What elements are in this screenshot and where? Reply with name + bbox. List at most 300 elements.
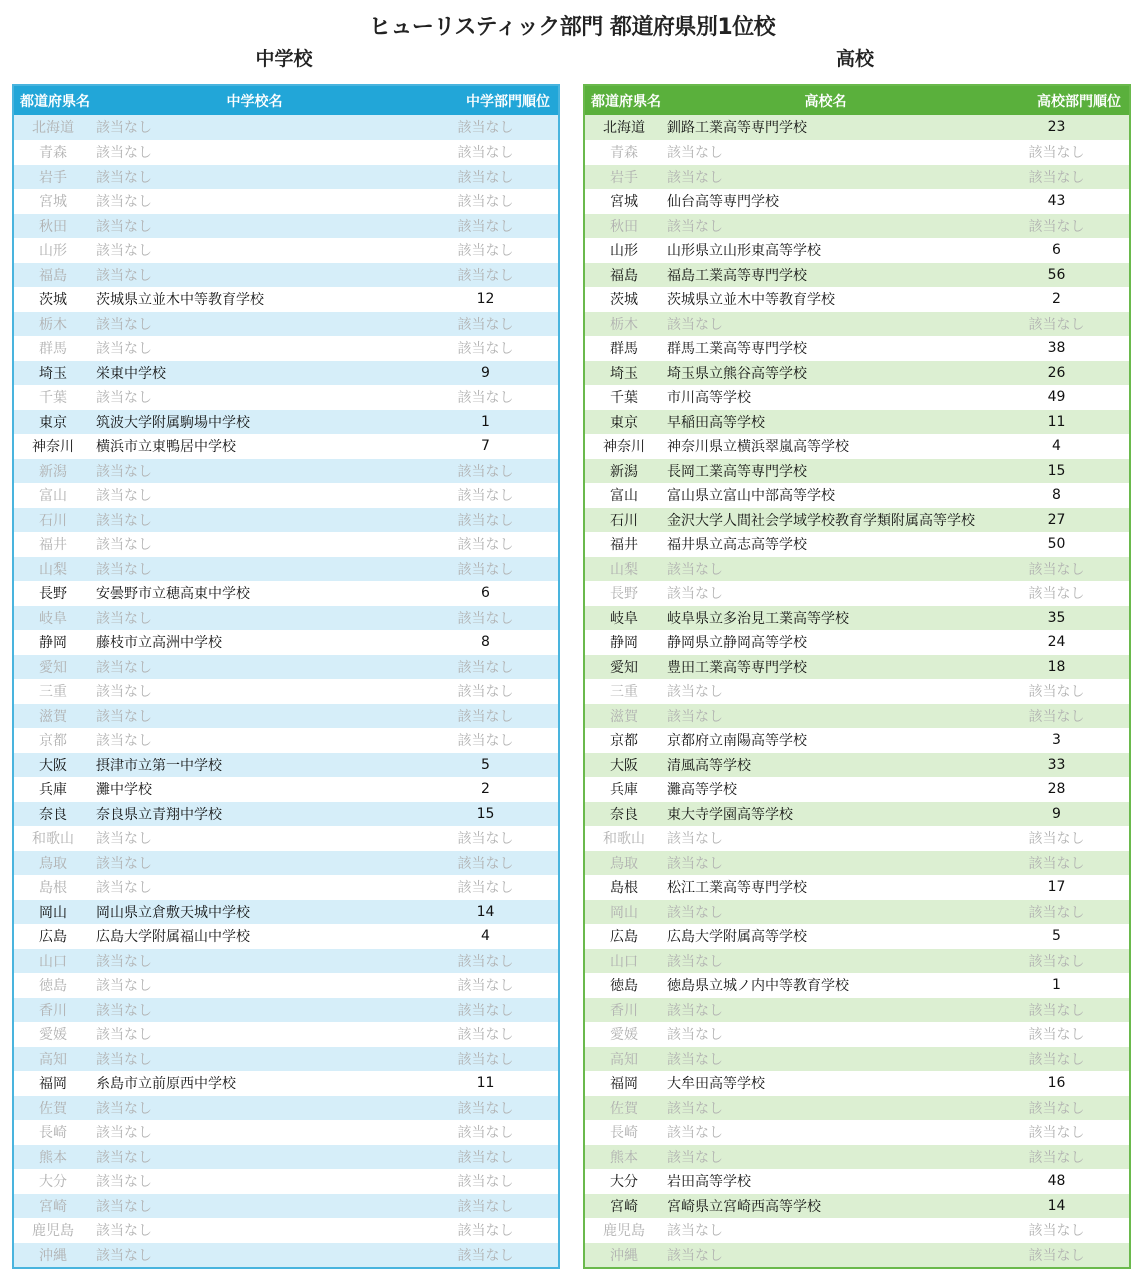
cell-rank: 9 [1052, 805, 1061, 822]
cell-rank: 該当なし [1028, 855, 1085, 872]
cell-pref: 長野 [610, 586, 638, 603]
header-pref: 都道府県名 [20, 93, 90, 110]
senior-table-header [585, 86, 1129, 115]
table-row [585, 826, 1129, 851]
cell-school: 奈良県立青翔中学校 [96, 806, 222, 823]
cell-school: 該当なし [96, 390, 152, 407]
cell-pref: 栃木 [39, 316, 67, 333]
cell-pref: 宮崎 [39, 1198, 67, 1215]
cell-school: 該当なし [667, 145, 723, 162]
cell-school: 山形県立山形東高等学校 [667, 243, 821, 260]
cell-pref: 大分 [39, 1174, 67, 1191]
cell-pref: 奈良 [39, 806, 67, 823]
cell-school: 該当なし [96, 120, 152, 137]
cell-school: 清風高等学校 [667, 757, 751, 774]
cell-rank: 該当なし [457, 1198, 514, 1215]
cell-school: 灘高等学校 [667, 782, 737, 799]
junior-section-title: 中学校 [255, 48, 313, 70]
cell-rank: 4 [481, 928, 490, 945]
cell-pref: 埼玉 [610, 365, 638, 382]
table-row [14, 752, 558, 777]
cell-rank: 11 [476, 1075, 495, 1092]
cell-pref: 徳島 [39, 978, 67, 995]
table-row [14, 1022, 558, 1047]
cell-school: 該当なし [96, 978, 152, 995]
table-row [585, 434, 1129, 459]
table-row [14, 434, 558, 459]
cell-pref: 岡山 [39, 904, 67, 921]
cell-rank: 該当なし [1028, 1223, 1085, 1240]
cell-pref: 北海道 [603, 120, 645, 137]
table-row [585, 997, 1129, 1022]
cell-pref: 宮城 [610, 194, 638, 211]
table-row [585, 1046, 1129, 1071]
cell-school: 該当なし [667, 953, 723, 970]
cell-pref: 兵庫 [39, 782, 67, 799]
cell-rank: 該当なし [457, 488, 514, 505]
table-row [585, 875, 1129, 900]
cell-school: 京都府立南陽高等学校 [667, 733, 807, 750]
cell-school: 大牟田高等学校 [667, 1076, 765, 1093]
table-row [585, 1022, 1129, 1047]
cell-rank: 該当なし [457, 267, 514, 284]
cell-school: 該当なし [667, 1002, 723, 1019]
table-row [14, 679, 558, 704]
cell-pref: 埼玉 [39, 365, 67, 382]
cell-rank: 該当なし [457, 316, 514, 333]
cell-rank: 該当なし [1028, 1125, 1085, 1142]
cell-rank: 該当なし [1028, 1149, 1085, 1166]
cell-rank: 該当なし [457, 978, 514, 995]
cell-school: 藤枝市立高洲中学校 [96, 635, 222, 652]
table-row [585, 483, 1129, 508]
cell-rank: 8 [1052, 487, 1061, 504]
cell-rank: 16 [1047, 1075, 1066, 1092]
table-row [14, 360, 558, 385]
cell-rank: 2 [481, 781, 490, 798]
cell-rank: 17 [1047, 879, 1066, 896]
cell-rank: 該当なし [457, 512, 514, 529]
table-row [14, 1144, 558, 1169]
senior-table [583, 84, 1131, 1269]
cell-school: 該当なし [96, 488, 152, 505]
senior-rows [585, 115, 1129, 1267]
cell-rank: 該当なし [1028, 169, 1085, 186]
cell-rank: 5 [481, 756, 490, 773]
cell-pref: 長崎 [39, 1125, 67, 1142]
cell-pref: 静岡 [610, 635, 638, 652]
cell-rank: 該当なし [457, 1100, 514, 1117]
cell-rank: 該当なし [457, 194, 514, 211]
cell-pref: 神奈川 [603, 439, 645, 456]
cell-school: 該当なし [96, 145, 152, 162]
cell-pref: 熊本 [39, 1149, 67, 1166]
cell-pref: 広島 [610, 929, 638, 946]
cell-school: 該当なし [96, 1027, 152, 1044]
cell-rank: 6 [1052, 242, 1061, 259]
table-row [14, 1193, 558, 1218]
cell-school: 該当なし [96, 1125, 152, 1142]
cell-rank: 2 [1052, 291, 1061, 308]
cell-rank: 該当なし [457, 1125, 514, 1142]
cell-rank: 該当なし [457, 243, 514, 260]
cell-school: 灘中学校 [96, 782, 152, 799]
header-school: 高校名 [804, 93, 847, 110]
table-row [14, 728, 558, 753]
cell-school: 該当なし [96, 1223, 152, 1240]
cell-school: 該当なし [96, 341, 152, 358]
cell-school: 該当なし [96, 1051, 152, 1068]
cell-rank: 該当なし [457, 169, 514, 186]
cell-rank: 8 [481, 634, 490, 651]
cell-pref: 島根 [610, 880, 638, 897]
cell-pref: 福井 [610, 537, 638, 554]
cell-school: 該当なし [667, 831, 723, 848]
cell-pref: 山形 [610, 243, 638, 260]
table-row [14, 507, 558, 532]
cell-school: 松江工業高等専門学校 [667, 880, 807, 897]
cell-rank: 該当なし [457, 145, 514, 162]
cell-rank: 38 [1047, 340, 1066, 357]
cell-rank: 4 [1052, 438, 1061, 455]
cell-pref: 和歌山 [32, 831, 74, 848]
cell-pref: 佐賀 [610, 1100, 638, 1117]
cell-school: 徳島県立城ノ内中等教育学校 [667, 978, 849, 995]
cell-rank: 該当なし [457, 390, 514, 407]
cell-rank: 該当なし [457, 684, 514, 701]
cell-school: 該当なし [96, 610, 152, 627]
cell-pref: 岐阜 [39, 610, 67, 627]
cell-rank: 該当なし [457, 1051, 514, 1068]
cell-school: 該当なし [96, 267, 152, 284]
cell-rank: 48 [1047, 1173, 1066, 1190]
table-row [585, 385, 1129, 410]
table-row [14, 238, 558, 263]
cell-school: 該当なし [667, 1100, 723, 1117]
cell-pref: 静岡 [39, 635, 67, 652]
cell-rank: 該当なし [1028, 684, 1085, 701]
cell-rank: 該当なし [457, 855, 514, 872]
cell-pref: 沖縄 [610, 1247, 638, 1264]
cell-pref: 青森 [610, 145, 638, 162]
cell-rank: 50 [1047, 536, 1066, 553]
cell-rank: 該当なし [1028, 561, 1085, 578]
table-row [14, 997, 558, 1022]
cell-rank: 26 [1047, 364, 1066, 381]
table-row [14, 703, 558, 728]
header-pref: 都道府県名 [591, 93, 661, 110]
table-row [14, 483, 558, 508]
table-row [14, 1242, 558, 1267]
cell-pref: 沖縄 [39, 1247, 67, 1264]
cell-pref: 滋賀 [39, 708, 67, 725]
table-row [14, 140, 558, 165]
cell-pref: 三重 [39, 684, 67, 701]
cell-school: 該当なし [96, 512, 152, 529]
cell-pref: 東京 [39, 414, 67, 431]
cell-rank: 18 [1047, 658, 1066, 675]
table-row [585, 1169, 1129, 1194]
table-row [585, 924, 1129, 949]
cell-pref: 高知 [610, 1051, 638, 1068]
table-row [14, 1071, 558, 1096]
table-row [585, 605, 1129, 630]
cell-rank: 該当なし [1028, 586, 1085, 603]
cell-school: 神奈川県立横浜翠嵐高等学校 [667, 439, 849, 456]
table-row [14, 287, 558, 312]
cell-rank: 24 [1047, 634, 1066, 651]
cell-rank: 該当なし [457, 733, 514, 750]
cell-pref: 富山 [610, 488, 638, 505]
cell-pref: 鳥取 [610, 855, 638, 872]
cell-pref: 富山 [39, 488, 67, 505]
table-row [585, 973, 1129, 998]
cell-rank: 11 [1047, 413, 1066, 430]
table-row [585, 189, 1129, 214]
table-row [14, 1046, 558, 1071]
cell-pref: 福岡 [610, 1076, 638, 1093]
cell-school: 該当なし [667, 1027, 723, 1044]
cell-rank: 該当なし [1028, 1051, 1085, 1068]
table-row [585, 752, 1129, 777]
cell-school: 福島工業高等専門学校 [667, 267, 807, 284]
cell-pref: 新潟 [610, 463, 638, 480]
cell-pref: 福井 [39, 537, 67, 554]
cell-school: 岩田高等学校 [667, 1174, 751, 1191]
cell-rank: 該当なし [1028, 1027, 1085, 1044]
cell-school: 群馬工業高等専門学校 [667, 341, 807, 358]
table-row [585, 1218, 1129, 1243]
cell-rank: 該当なし [457, 659, 514, 676]
cell-rank: 27 [1047, 511, 1066, 528]
cell-rank: 該当なし [1028, 708, 1085, 725]
cell-school: 豊田工業高等専門学校 [667, 659, 807, 676]
cell-rank: 15 [476, 805, 495, 822]
cell-school: 岐阜県立多治見工業高等学校 [667, 610, 849, 627]
cell-pref: 新潟 [39, 463, 67, 480]
cell-school: 該当なし [96, 684, 152, 701]
cell-pref: 徳島 [610, 978, 638, 995]
table-row [14, 115, 558, 140]
table-row [585, 556, 1129, 581]
table-row [585, 336, 1129, 361]
cell-school: 茨城県立並木中等教育学校 [96, 292, 264, 309]
cell-school: 該当なし [667, 708, 723, 725]
table-row [14, 801, 558, 826]
table-row [14, 1095, 558, 1120]
cell-school: 長岡工業高等専門学校 [667, 463, 807, 480]
cell-rank: 該当なし [457, 537, 514, 554]
table-row [585, 409, 1129, 434]
cell-school: 該当なし [667, 904, 723, 921]
cell-pref: 福島 [610, 267, 638, 284]
table-row [14, 262, 558, 287]
table-row [14, 311, 558, 336]
table-row [585, 238, 1129, 263]
table-row [585, 213, 1129, 238]
cell-rank: 該当なし [457, 120, 514, 137]
cell-school: 該当なし [96, 1174, 152, 1191]
cell-rank: 該当なし [457, 1223, 514, 1240]
table-row [14, 605, 558, 630]
cell-school: 糸島市立前原西中学校 [96, 1076, 236, 1093]
table-row [14, 875, 558, 900]
cell-rank: 該当なし [457, 1174, 514, 1191]
cell-rank: 該当なし [457, 218, 514, 235]
cell-pref: 大阪 [39, 757, 67, 774]
table-row [585, 140, 1129, 165]
cell-rank: 該当なし [457, 1027, 514, 1044]
cell-school: 該当なし [96, 463, 152, 480]
cell-pref: 鳥取 [39, 855, 67, 872]
cell-rank: 15 [1047, 462, 1066, 479]
cell-rank: 該当なし [1028, 1247, 1085, 1264]
cell-pref: 石川 [39, 512, 67, 529]
cell-pref: 京都 [39, 733, 67, 750]
cell-pref: 宮城 [39, 194, 67, 211]
cell-school: 該当なし [96, 194, 152, 211]
cell-rank: 該当なし [1028, 831, 1085, 848]
cell-rank: 該当なし [1028, 953, 1085, 970]
cell-school: 安曇野市立穂高東中学校 [96, 586, 250, 603]
cell-rank: 5 [1052, 928, 1061, 945]
cell-rank: 該当なし [1028, 145, 1085, 162]
cell-school: 該当なし [96, 1198, 152, 1215]
table-row [14, 556, 558, 581]
cell-pref: 長野 [39, 586, 67, 603]
table-row [14, 336, 558, 361]
table-row [585, 948, 1129, 973]
table-row [585, 1242, 1129, 1267]
table-row [585, 654, 1129, 679]
table-row [14, 213, 558, 238]
cell-school: 該当なし [96, 1002, 152, 1019]
cell-rank: 該当なし [457, 561, 514, 578]
cell-school: 該当なし [667, 1051, 723, 1068]
cell-pref: 和歌山 [603, 831, 645, 848]
table-row [14, 532, 558, 557]
cell-pref: 滋賀 [610, 708, 638, 725]
cell-school: 該当なし [96, 855, 152, 872]
cell-rank: 3 [1052, 732, 1061, 749]
table-row [14, 654, 558, 679]
cell-pref: 宮崎 [610, 1198, 638, 1215]
cell-pref: 岩手 [39, 169, 67, 186]
table-row [14, 385, 558, 410]
cell-pref: 熊本 [610, 1149, 638, 1166]
table-row [585, 262, 1129, 287]
senior-section-title: 高校 [835, 48, 874, 70]
cell-pref: 山口 [39, 953, 67, 970]
table-row [14, 458, 558, 483]
cell-pref: 大阪 [610, 757, 638, 774]
cell-rank: 28 [1047, 781, 1066, 798]
cell-pref: 青森 [39, 145, 67, 162]
page-title: ヒューリスティック部門 都道府県別1位校 [368, 15, 776, 40]
cell-pref: 東京 [610, 414, 638, 431]
junior-table-header [14, 86, 558, 115]
cell-pref: 岡山 [610, 904, 638, 921]
cell-school: 埼玉県立熊谷高等学校 [667, 365, 807, 382]
cell-school: 広島大学附属福山中学校 [96, 929, 250, 946]
cell-rank: 43 [1047, 193, 1066, 210]
cell-pref: 鹿児島 [603, 1223, 645, 1240]
table-row [14, 1120, 558, 1145]
cell-rank: 49 [1047, 389, 1066, 406]
cell-pref: 奈良 [610, 806, 638, 823]
cell-pref: 山梨 [39, 561, 67, 578]
table-row [585, 1193, 1129, 1218]
cell-pref: 高知 [39, 1051, 67, 1068]
cell-rank: 35 [1047, 609, 1066, 626]
cell-pref: 茨城 [39, 292, 67, 309]
table-row [14, 777, 558, 802]
table-row [585, 311, 1129, 336]
cell-pref: 長崎 [610, 1125, 638, 1142]
cell-school: 該当なし [96, 537, 152, 554]
cell-school: 該当なし [96, 953, 152, 970]
cell-rank: 14 [1047, 1197, 1066, 1214]
cell-rank: 該当なし [1028, 1002, 1085, 1019]
cell-school: 該当なし [96, 169, 152, 186]
cell-school: 該当なし [667, 1223, 723, 1240]
table-row [585, 899, 1129, 924]
table-row [14, 630, 558, 655]
cell-school: 該当なし [667, 684, 723, 701]
table-row [14, 409, 558, 434]
cell-rank: 該当なし [457, 708, 514, 725]
cell-school: 横浜市立東鴨居中学校 [96, 439, 236, 456]
cell-pref: 兵庫 [610, 782, 638, 799]
cell-school: 該当なし [667, 1247, 723, 1264]
cell-school: 宮崎県立宮崎西高等学校 [667, 1198, 821, 1215]
table-row [585, 164, 1129, 189]
table-row [14, 581, 558, 606]
table-row [14, 1169, 558, 1194]
cell-school: 該当なし [96, 880, 152, 897]
cell-rank: 1 [481, 413, 490, 430]
cell-rank: 該当なし [457, 1149, 514, 1166]
cell-pref: 愛媛 [610, 1027, 638, 1044]
table-row [585, 728, 1129, 753]
junior-rows [14, 115, 558, 1267]
cell-school: 仙台高等専門学校 [667, 194, 779, 211]
cell-rank: 該当なし [457, 831, 514, 848]
table-row [585, 507, 1129, 532]
cell-rank: 14 [476, 903, 495, 920]
cell-rank: 23 [1047, 119, 1066, 136]
cell-school: 該当なし [667, 169, 723, 186]
cell-pref: 茨城 [610, 292, 638, 309]
cell-school: 栄東中学校 [96, 365, 166, 382]
table-row [585, 1071, 1129, 1096]
cell-school: 釧路工業高等専門学校 [667, 120, 807, 137]
cell-school: 広島大学附属高等学校 [667, 929, 807, 946]
table-row [585, 1144, 1129, 1169]
header-school: 中学校名 [226, 93, 283, 110]
cell-pref: 岐阜 [610, 610, 638, 627]
cell-school: 該当なし [96, 1247, 152, 1264]
cell-pref: 福岡 [39, 1076, 67, 1093]
cell-school: 該当なし [96, 561, 152, 578]
table-row [585, 458, 1129, 483]
cell-pref: 山口 [610, 953, 638, 970]
table-row [585, 1095, 1129, 1120]
table-row [585, 1120, 1129, 1145]
table-row [585, 850, 1129, 875]
cell-school: 早稲田高等学校 [667, 414, 765, 431]
table-row [585, 287, 1129, 312]
